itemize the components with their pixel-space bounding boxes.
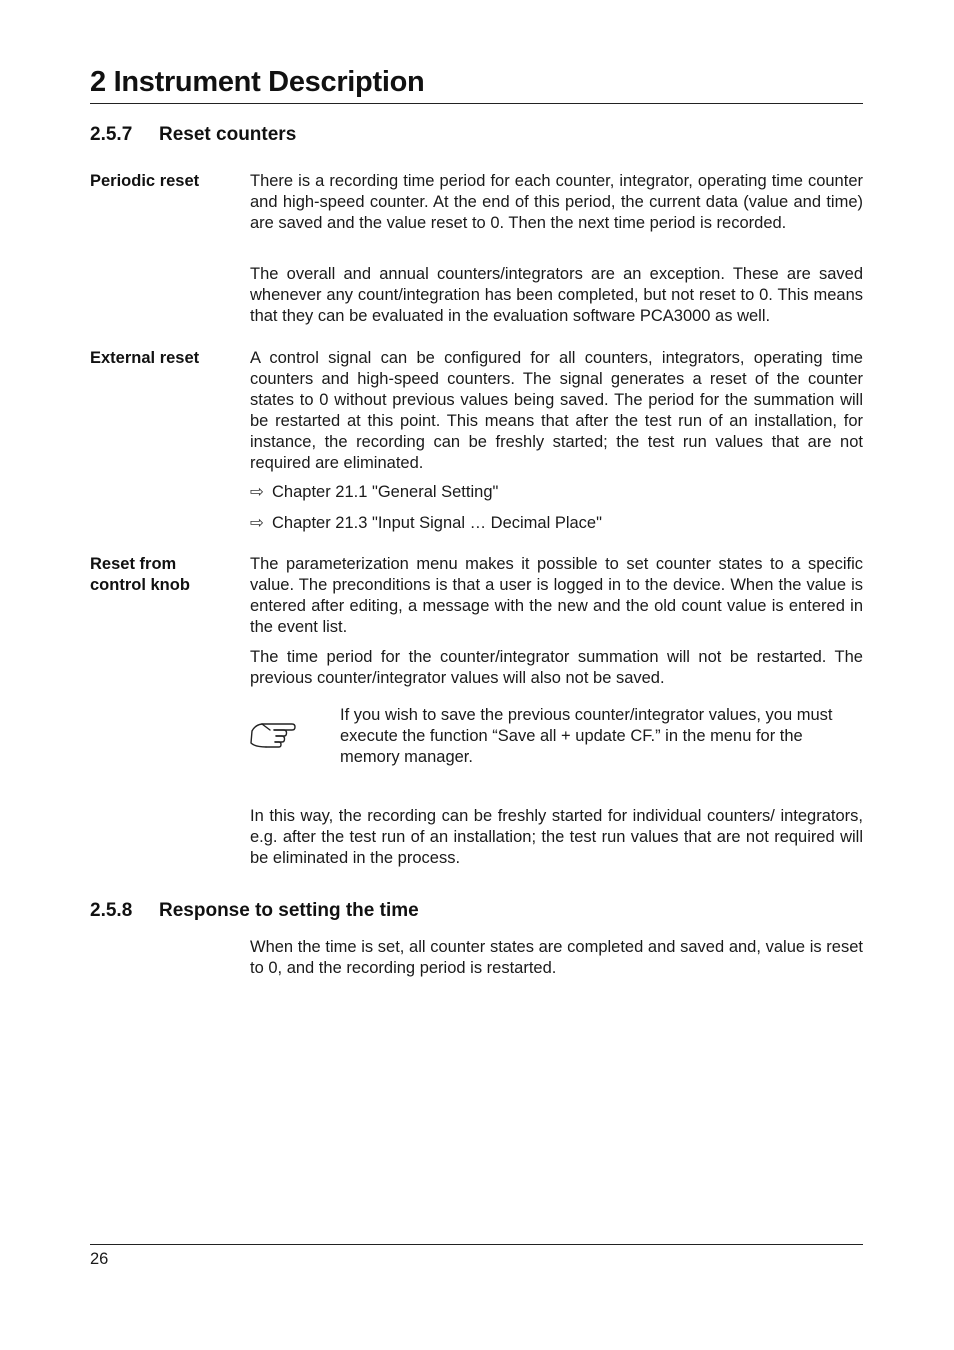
cross-reference-text: Chapter 21.3 "Input Signal … Decimal Place": [272, 514, 602, 532]
cross-reference-general-setting[interactable]: [250, 482, 863, 503]
chapter-title: 2 Instrument Description: [90, 66, 425, 98]
cross-reference-text: Chapter 21.1 "General Setting": [272, 483, 499, 501]
note-text: If you wish to save the previous counter/integrator values, you must execute the function “Save all + update CF.” in the menu for the memory manager.: [340, 706, 833, 766]
page-number: 26: [90, 1250, 109, 1268]
control-knob-paragraph-2: The time period for the counter/integrator summation will not be restarted. The previous counter/integrator values will also not be saved.: [250, 648, 863, 687]
arrow-icon: ⇨: [250, 483, 264, 501]
label-line: control knob: [90, 576, 190, 594]
label-periodic-reset: Periodic reset: [90, 172, 200, 190]
cross-reference-input-signal[interactable]: [250, 513, 863, 534]
section-number: 2.5.7: [90, 124, 133, 145]
section-title: Response to setting the time: [159, 900, 419, 921]
pointing-hand-icon: [248, 715, 298, 749]
external-reset-paragraph: A control signal can be configured for all counters, integrators, operating time counters and high-speed counters. The signal generates a reset of the counter states to 0 without previous values being saved. The period for the summation will be restarted at this point. This means that after the test run of an installation, for instance, the recording can be freshly started; the test run values that are not required are eliminated.: [250, 349, 863, 472]
control-knob-paragraph-1: The parameterization menu makes it possible to set counter states to a specific value. The preconditions is that a user is logged in to the device. When the value is entered after editing, a message with the new and the old count value is entered in the event list.: [250, 555, 863, 636]
periodic-reset-paragraph-2: The overall and annual counters/integrators are an exception. These are saved whenever any count/integration has been completed, but not reset to 0. This means that they can be evaluated in the evaluation software PCA3000 as well.: [250, 265, 863, 325]
section-title: Reset counters: [159, 124, 297, 145]
control-knob-paragraph-3: In this way, the recording can be freshly started for individual counters/ integrators, e.g. after the test run of an installation; the test run values that are not required will be eliminated in the process.: [250, 807, 863, 867]
title-divider: [90, 103, 863, 104]
section-heading-response-to-setting-time: [90, 900, 419, 922]
arrow-icon: ⇨: [250, 514, 264, 532]
label-reset-from-control-knob: [90, 554, 240, 596]
section-heading-reset-counters: [90, 124, 296, 146]
section-number: 2.5.8: [90, 900, 133, 921]
setting-time-paragraph: When the time is set, all counter states are completed and saved and, value is reset to 0, and the recording period is restarted.: [250, 938, 863, 977]
periodic-reset-paragraph-1: There is a recording time period for each counter, integrator, operating time counter and high-speed counter. At the end of this period, the current data (value and time) are saved and the value reset to 0. Then the next time period is recorded.: [250, 172, 863, 232]
footer-divider: [90, 1244, 863, 1245]
label-external-reset: External reset: [90, 349, 200, 367]
label-line: Reset from: [90, 555, 177, 573]
